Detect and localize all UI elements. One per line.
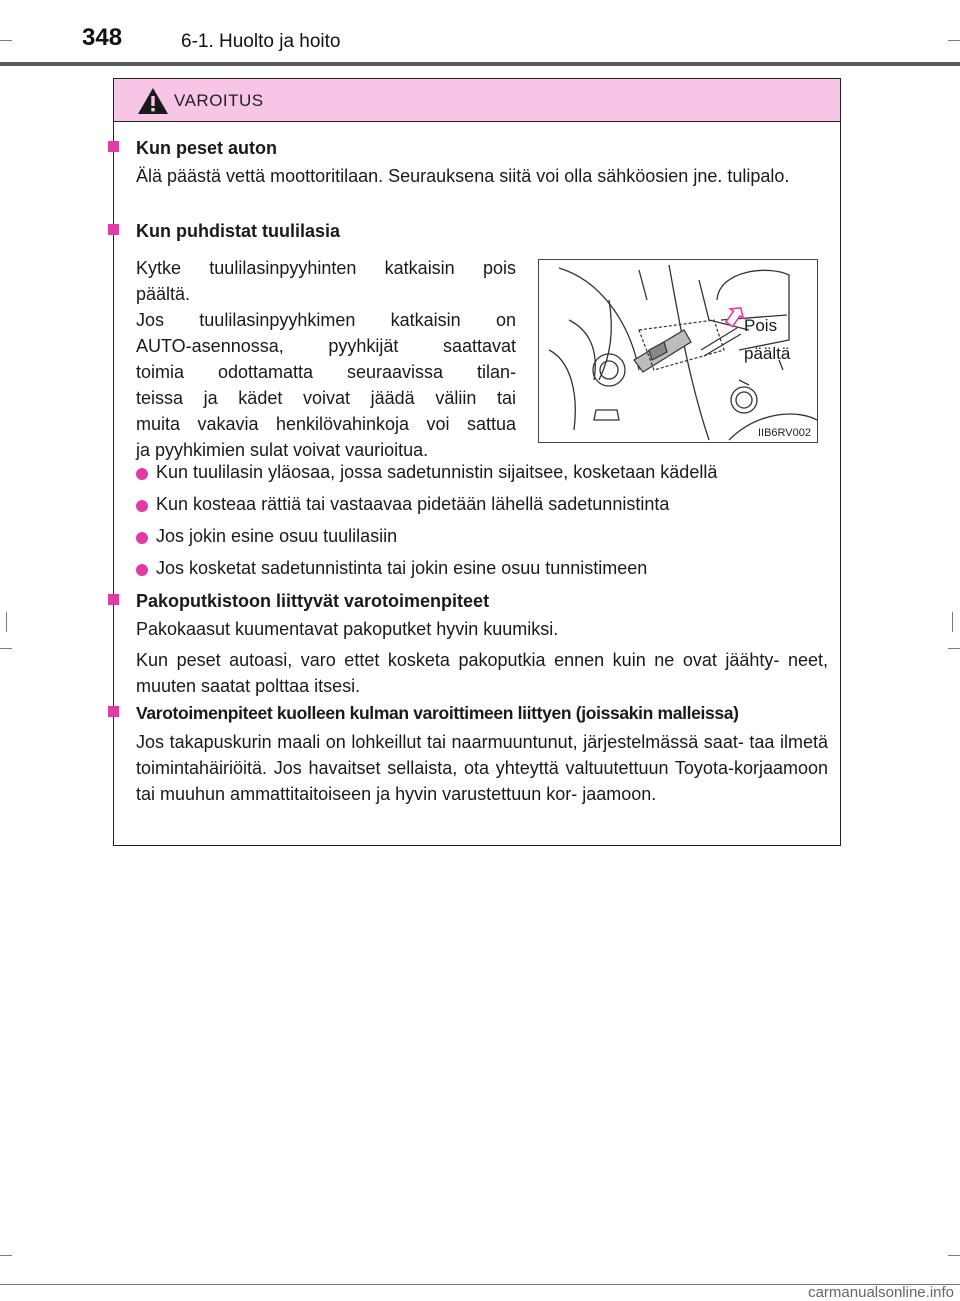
heading-bullet xyxy=(108,141,119,152)
header-rule xyxy=(0,62,960,66)
wiper-switch-figure xyxy=(538,259,818,443)
bullet-item: Jos kosketat sadetunnistinta tai jokin esine osuu tunnistimeen xyxy=(156,558,648,578)
warning-header xyxy=(114,79,840,122)
section-text: Älä päästä vettä moottoritilaan. Seurauksena siitä voi olla sähköosien jne. tulipalo. xyxy=(136,166,790,186)
warning-triangle-icon xyxy=(136,86,170,116)
bullet-dot xyxy=(136,532,148,544)
heading-bullet xyxy=(108,594,119,605)
crop-mark xyxy=(6,612,7,632)
bullet-dot xyxy=(136,500,148,512)
text-line: Kytke tuulilasinpyyhinten katkaisin pois xyxy=(136,258,516,278)
figure-label: Pois xyxy=(744,316,778,335)
watermark: carmanualsonline.info xyxy=(808,1284,954,1301)
section-text: Kun peset autoasi, varo ettet kosketa pakoputkia ennen kuin ne ovat jäähty- neet, muuten saatat polttaa itsesi. xyxy=(136,650,828,696)
bullet-dot xyxy=(136,564,148,576)
text-line: Jos tuulilasinpyyhkimen katkaisin on xyxy=(136,310,516,330)
figure-label: päältä xyxy=(744,344,791,363)
crop-mark xyxy=(948,648,960,649)
crop-mark xyxy=(0,1255,12,1256)
crop-mark xyxy=(0,648,12,649)
text-line: AUTO-asennossa, pyyhkijät saattavat xyxy=(136,336,516,356)
section-text: Jos takapuskurin maali on lohkeillut tai naarmuuntunut, järjestelmässä saat- taa ilmetä toimintahäiriöitä. Jos havaitset sellaista, ota yhteyttä valtuutettuun Toyota-korjaamoon tai muuhun ammattitaitoiseen ja hyvin varustettuun kor- jaamoon. xyxy=(136,732,828,804)
bullet-item: Jos jokin esine osuu tuulilasiin xyxy=(156,526,398,546)
crop-mark xyxy=(0,40,12,41)
bullet-dot xyxy=(136,468,148,480)
text-line: toimia odottamatta seuraavissa tilan- xyxy=(136,362,516,382)
section-heading: Varotoimenpiteet kuolleen kulman varoittimeen liittyen (joissakin malleissa) xyxy=(136,703,739,723)
text-line: teissa ja kädet voivat jäädä väliin tai xyxy=(136,388,516,408)
heading-bullet xyxy=(108,224,119,235)
page-number: 348 xyxy=(82,24,123,51)
crop-mark xyxy=(952,612,953,632)
section-heading: Pakoputkistoon liittyvät varotoimenpiteet xyxy=(136,591,490,611)
bullet-item: Kun kosteaa rättiä tai vastaavaa pidetään lähellä sadetunnistinta xyxy=(156,494,670,514)
text-line: päältä. xyxy=(136,284,191,304)
section-text: Pakokaasut kuumentavat pakoputket hyvin kuumiksi. xyxy=(136,619,559,639)
crop-mark xyxy=(948,1255,960,1256)
section-heading: Kun puhdistat tuulilasia xyxy=(136,221,341,241)
text-line: ja pyyhkimien sulat voivat vaurioitua. xyxy=(136,440,429,460)
warning-box xyxy=(113,78,841,846)
crop-mark xyxy=(948,40,960,41)
heading-bullet xyxy=(108,706,119,717)
section-heading: Kun peset auton xyxy=(136,138,278,158)
warning-title: VAROITUS xyxy=(174,91,264,110)
figure-code: IIB6RV002 xyxy=(757,427,811,439)
section-title: 6-1. Huolto ja hoito xyxy=(181,31,341,52)
bullet-item: Kun tuulilasin yläosaa, jossa sadetunnistin sijaitsee, kosketaan kädellä xyxy=(156,462,718,482)
text-line: muita vakavia henkilövahinkoja voi sattua xyxy=(136,414,516,434)
wiper-warning-text xyxy=(136,255,516,463)
